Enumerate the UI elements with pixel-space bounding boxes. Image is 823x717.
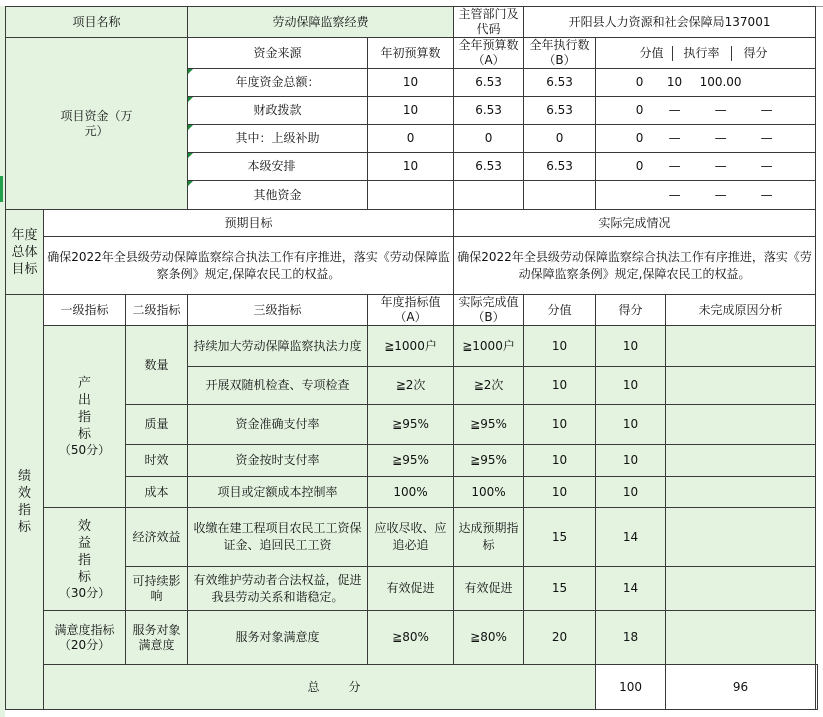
funds-row-label[interactable]: 本级安排 bbox=[188, 153, 368, 181]
perf-row bbox=[6, 405, 818, 445]
goals-text-row bbox=[6, 237, 818, 295]
perf-got[interactable]: 10 bbox=[596, 445, 666, 477]
perf-col-target[interactable]: 年度指标值（A） bbox=[368, 295, 454, 326]
funds-row-initial[interactable]: 10 bbox=[368, 69, 454, 97]
perf-got[interactable]: 10 bbox=[596, 326, 666, 367]
level2-service[interactable]: 服务对象满意度 bbox=[126, 611, 188, 665]
funds-row-budget[interactable] bbox=[454, 181, 524, 210]
perf-row bbox=[6, 326, 818, 367]
perf-indicator[interactable]: 开展双随机检查、专项检查 bbox=[188, 367, 368, 405]
perf-got[interactable]: 10 bbox=[596, 405, 666, 445]
perf-col-level2[interactable]: 二级指标 bbox=[126, 295, 188, 326]
perf-reason[interactable] bbox=[666, 326, 816, 367]
total-label[interactable]: 总 分 bbox=[44, 665, 596, 710]
goals-section-label[interactable]: 年度总体目标 bbox=[6, 210, 44, 295]
funds-row-budget[interactable]: 6.53 bbox=[454, 153, 524, 181]
row-selection-marker bbox=[0, 176, 3, 202]
perf-target[interactable]: 100% bbox=[368, 477, 454, 508]
level2-quantity[interactable]: 数量 bbox=[126, 326, 188, 405]
level2-sustainable[interactable]: 可持续影响 bbox=[126, 567, 188, 611]
perf-reason[interactable] bbox=[666, 611, 816, 665]
perf-reason[interactable] bbox=[666, 445, 816, 477]
goals-header-row bbox=[6, 210, 818, 237]
level2-timeliness[interactable]: 时效 bbox=[126, 445, 188, 477]
perf-got[interactable]: 10 bbox=[596, 477, 666, 508]
funds-row-budget[interactable]: 0 bbox=[454, 125, 524, 153]
perf-reason[interactable] bbox=[666, 508, 816, 567]
perf-score[interactable]: 20 bbox=[524, 611, 596, 665]
project-name-value[interactable]: 劳动保障监察经费 bbox=[188, 7, 454, 38]
perf-score[interactable]: 10 bbox=[524, 367, 596, 405]
benefit-indicator-label[interactable]: 效益指标 （30分） bbox=[44, 508, 126, 611]
perf-target[interactable]: ≧80% bbox=[368, 611, 454, 665]
satisfaction-indicator-label[interactable]: 满意度指标 （20分） bbox=[44, 611, 126, 665]
perf-col-actual[interactable]: 实际完成值（B） bbox=[454, 295, 524, 326]
funds-section-label[interactable]: 项目资金（万元） bbox=[6, 38, 188, 210]
funds-row-executed-zero[interactable] bbox=[524, 181, 596, 210]
perf-got[interactable]: 14 bbox=[596, 567, 666, 611]
perf-row bbox=[6, 477, 818, 508]
funds-row-label[interactable]: 财政拨款 bbox=[188, 97, 368, 125]
dept-value[interactable]: 开阳县人力资源和社会保障局137001 bbox=[524, 7, 816, 38]
perf-row bbox=[6, 611, 818, 665]
perf-indicator[interactable]: 项目或定额成本控制率 bbox=[188, 477, 368, 508]
funds-row-label[interactable]: 其他资金 bbox=[188, 181, 368, 210]
dept-label[interactable]: 主管部门及代码 bbox=[454, 7, 524, 38]
perf-indicator[interactable]: 服务对象满意度 bbox=[188, 611, 368, 665]
total-row bbox=[6, 665, 818, 710]
funds-row-executed-zero[interactable]: 6.53 bbox=[524, 69, 596, 97]
funds-col-score: 分值 bbox=[632, 46, 673, 61]
project-name-label[interactable]: 项目名称 bbox=[6, 7, 188, 38]
funds-header-row bbox=[6, 38, 818, 69]
perf-indicator[interactable]: 资金准确支付率 bbox=[188, 405, 368, 445]
perf-target[interactable]: ≧95% bbox=[368, 405, 454, 445]
funds-row-label[interactable]: 年度资金总额： bbox=[188, 69, 368, 97]
level2-quality[interactable]: 质量 bbox=[126, 405, 188, 445]
perf-got[interactable]: 14 bbox=[596, 508, 666, 567]
funds-row-budget[interactable]: 6.53 bbox=[454, 69, 524, 97]
perf-actual[interactable]: ≧95% bbox=[454, 405, 524, 445]
perf-actual[interactable]: 达成预期指标 bbox=[454, 508, 524, 567]
perf-target[interactable]: 应收尽收、应追必追 bbox=[368, 508, 454, 567]
funds-col-source[interactable]: 资金来源 bbox=[188, 38, 368, 69]
perf-got[interactable]: 18 bbox=[596, 611, 666, 665]
goals-actual-text[interactable]: 确保2022年全县级劳动保障监察综合执法工作有序推进，落实《劳动保障监察条例》规定,保障农民工的权益。 bbox=[454, 237, 816, 295]
perf-reason[interactable] bbox=[666, 405, 816, 445]
funds-row-initial[interactable] bbox=[368, 181, 454, 210]
perf-target[interactable]: 有效促进 bbox=[368, 567, 454, 611]
goals-expected-text[interactable]: 确保2022年全县级劳动保障监察综合执法工作有序推进，落实《劳动保障监察条例》规定,保障农民工的权益。 bbox=[44, 237, 454, 295]
level2-economic[interactable]: 经济效益 bbox=[126, 508, 188, 567]
funds-col-points: 得分 bbox=[743, 45, 768, 60]
funds-row-values[interactable]: 0 — — — bbox=[596, 153, 816, 181]
funds-row-initial[interactable]: 10 bbox=[368, 97, 454, 125]
funds-row-budget[interactable]: 6.53 bbox=[454, 97, 524, 125]
perf-score[interactable]: 10 bbox=[524, 405, 596, 445]
level2-cost[interactable]: 成本 bbox=[126, 477, 188, 508]
funds-col-budget[interactable]: 全年预算数（A） bbox=[454, 38, 524, 69]
perf-reason[interactable] bbox=[666, 477, 816, 508]
funds-row-values[interactable]: 0 10 100.00 bbox=[596, 69, 816, 97]
funds-row-executed-zero[interactable]: 6.53 bbox=[524, 97, 596, 125]
perf-col-reason[interactable]: 未完成原因分析 bbox=[666, 295, 816, 326]
perf-score[interactable]: 10 bbox=[524, 326, 596, 367]
perf-actual[interactable]: ≧2次 bbox=[454, 367, 524, 405]
perf-score[interactable]: 15 bbox=[524, 508, 596, 567]
performance-section-label[interactable]: 绩效指标 bbox=[6, 295, 44, 710]
funds-row-initial[interactable]: 10 bbox=[368, 153, 454, 181]
performance-header-row bbox=[6, 295, 818, 326]
total-got[interactable]: 96 bbox=[666, 665, 816, 710]
total-score[interactable]: 100 bbox=[596, 665, 666, 710]
perf-row bbox=[6, 567, 818, 611]
perf-indicator[interactable]: 收缴在建工程项目农民工工资保证金、追回民工工资 bbox=[188, 508, 368, 567]
funds-row-values[interactable]: — — — bbox=[596, 181, 816, 210]
perf-row bbox=[6, 445, 818, 477]
funds-col-score-rate-points[interactable] bbox=[596, 38, 816, 69]
perf-reason[interactable] bbox=[666, 567, 816, 611]
perf-score[interactable]: 10 bbox=[524, 445, 596, 477]
funds-col-executed[interactable]: 全年执行数（B） bbox=[524, 38, 596, 69]
perf-indicator[interactable]: 有效维护劳动者合法权益，促进我县劳动关系和谐稳定。 bbox=[188, 567, 368, 611]
goals-expected-header[interactable]: 预期目标 bbox=[44, 210, 454, 237]
evaluation-table bbox=[5, 6, 818, 710]
perf-col-level3[interactable]: 三级指标 bbox=[188, 295, 368, 326]
perf-actual[interactable]: ≧80% bbox=[454, 611, 524, 665]
output-indicator-label[interactable]: 产出指标 （50分） bbox=[44, 326, 126, 508]
perf-actual[interactable]: 100% bbox=[454, 477, 524, 508]
perf-col-got[interactable]: 得分 bbox=[596, 295, 666, 326]
header-row bbox=[6, 7, 818, 38]
perf-target[interactable]: ≧1000户 bbox=[368, 326, 454, 367]
perf-got[interactable]: 10 bbox=[596, 367, 666, 405]
funds-row-executed-zero[interactable]: 6.53 bbox=[524, 153, 596, 181]
perf-indicator[interactable]: 资金按时支付率 bbox=[188, 445, 368, 477]
total-reason[interactable] bbox=[816, 665, 818, 710]
funds-row-initial[interactable]: 0 bbox=[368, 125, 454, 153]
perf-col-score[interactable]: 分值 bbox=[524, 295, 596, 326]
funds-col-initial[interactable]: 年初预算数 bbox=[368, 38, 454, 69]
perf-target[interactable]: ≧2次 bbox=[368, 367, 454, 405]
funds-row-executed-zero[interactable]: 0 bbox=[524, 125, 596, 153]
perf-row bbox=[6, 508, 818, 567]
goals-actual-header[interactable]: 实际完成情况 bbox=[454, 210, 816, 237]
perf-score[interactable]: 10 bbox=[524, 477, 596, 508]
funds-row-label[interactable]: 其中：上级补助 bbox=[188, 125, 368, 153]
perf-col-level1[interactable]: 一级指标 bbox=[44, 295, 126, 326]
funds-row-values[interactable]: 0 — — — bbox=[596, 125, 816, 153]
perf-indicator[interactable]: 持续加大劳动保障监察执法力度 bbox=[188, 326, 368, 367]
funds-row-values[interactable]: 0 — — — bbox=[596, 97, 816, 125]
perf-actual[interactable]: 有效促进 bbox=[454, 567, 524, 611]
perf-target[interactable]: ≧95% bbox=[368, 445, 454, 477]
funds-col-rate: 执行率 bbox=[673, 46, 732, 61]
perf-score[interactable]: 15 bbox=[524, 567, 596, 611]
perf-actual[interactable]: ≧95% bbox=[454, 445, 524, 477]
perf-reason[interactable] bbox=[666, 367, 816, 405]
perf-actual[interactable]: ≧1000户 bbox=[454, 326, 524, 367]
